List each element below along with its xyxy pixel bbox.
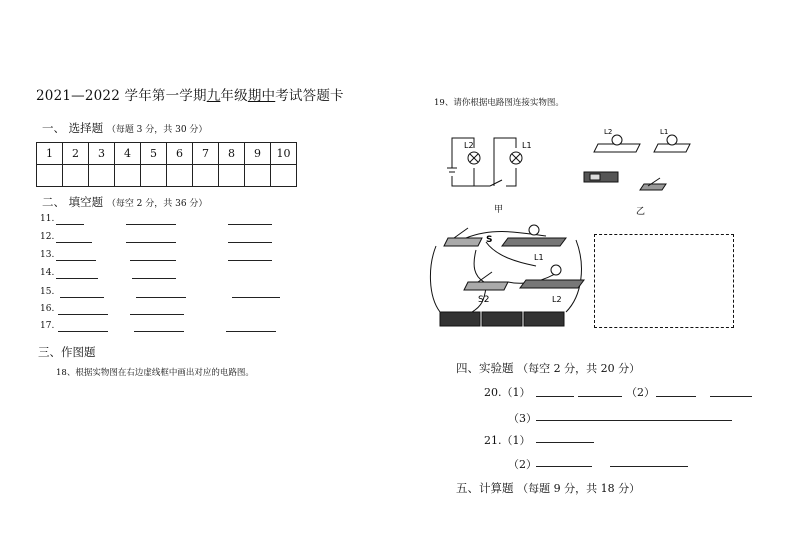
answer-blank[interactable]: [56, 260, 96, 261]
answer-blank[interactable]: [536, 420, 732, 421]
label-yi: 乙: [636, 207, 646, 217]
title-grade: 九: [206, 88, 221, 104]
choice-number-cell: 10: [271, 143, 297, 165]
answer-blank[interactable]: [536, 442, 594, 443]
q21-label: [484, 432, 531, 448]
section-note: （每题 3 分，共 30 分）: [106, 125, 208, 135]
answer-blank[interactable]: [656, 396, 696, 397]
title-part: 2021—2022 学年第一学期: [36, 88, 207, 104]
answer-blank[interactable]: [136, 297, 186, 298]
answer-blank[interactable]: [58, 314, 108, 315]
choice-answer-cell[interactable]: [63, 165, 89, 187]
section-label: 五、计算题: [456, 481, 514, 495]
question-19-text: 19、请你根据电路图连接实物图。: [434, 98, 564, 108]
section-label: 一、 选择题: [42, 121, 104, 135]
answer-blank[interactable]: [60, 297, 104, 298]
choice-number-cell: 3: [89, 143, 115, 165]
fill-item-number: 13.: [40, 250, 55, 260]
q20-label: [484, 384, 531, 400]
title-exam-type: 期中: [247, 88, 276, 104]
choice-number-cell: 6: [167, 143, 193, 165]
choice-answer-grid: [36, 142, 297, 187]
choice-number-cell: 8: [219, 143, 245, 165]
page-title: [36, 84, 344, 104]
section-drawing-heading: 三、作图题: [38, 345, 96, 359]
choice-answer-cell[interactable]: [193, 165, 219, 187]
choice-answer-cell[interactable]: [115, 165, 141, 187]
answer-blank[interactable]: [710, 396, 752, 397]
answer-blank[interactable]: [130, 314, 184, 315]
choice-answer-cell[interactable]: [141, 165, 167, 187]
label-L2: L2: [604, 128, 613, 136]
answer-blank[interactable]: [228, 242, 272, 243]
section-experiment-heading: [456, 360, 640, 376]
section-label: 四、实验题: [456, 361, 514, 375]
section-choice-heading: [42, 120, 207, 136]
fill-item-number: 12.: [40, 232, 55, 242]
part-label: （2）: [626, 386, 655, 399]
fill-item-number: 16.: [40, 304, 55, 314]
answer-blank[interactable]: [126, 242, 176, 243]
section-note: （每题 9 分，共 18 分）: [517, 482, 641, 495]
label-S: S: [486, 235, 493, 245]
answer-blank[interactable]: [56, 278, 98, 279]
answer-blank[interactable]: [58, 331, 108, 332]
answer-blank[interactable]: [132, 278, 176, 279]
fill-item-number: 15.: [40, 287, 55, 297]
answer-blank[interactable]: [226, 331, 276, 332]
question-number: 20.: [484, 386, 502, 399]
answer-blank[interactable]: [228, 260, 272, 261]
label-L1: L1: [522, 141, 532, 150]
choice-answer-cell[interactable]: [167, 165, 193, 187]
choice-number-cell: 2: [63, 143, 89, 165]
choice-number-cell: 5: [141, 143, 167, 165]
choice-answer-cell[interactable]: [219, 165, 245, 187]
physical-components-yi: [570, 124, 700, 220]
fill-item-number: 14.: [40, 268, 55, 278]
label-L2: L2: [464, 141, 474, 150]
choice-number-cell: 9: [245, 143, 271, 165]
answer-blank[interactable]: [536, 396, 574, 397]
answer-blank[interactable]: [56, 242, 92, 243]
part-label: （1）: [501, 434, 531, 447]
answer-blank[interactable]: [610, 466, 688, 467]
fill-item-number: 11.: [40, 214, 55, 224]
circuit-diagram-jia: [440, 128, 540, 220]
choice-number-cell: 4: [115, 143, 141, 165]
choice-number-cell: 1: [37, 143, 63, 165]
label-jia: 甲: [494, 205, 504, 215]
drawing-answer-box[interactable]: [594, 234, 734, 328]
part-label: （1）: [501, 386, 531, 399]
physical-circuit-picture: [426, 216, 588, 330]
part-label: （2）: [508, 458, 537, 471]
section-calculation-heading: [456, 480, 640, 496]
part-label: （3）: [508, 412, 537, 425]
answer-blank[interactable]: [232, 297, 280, 298]
question-number: 21.: [484, 434, 502, 447]
question-18-text: 18、根据实物图在右边虚线框中画出对应的电路图。: [56, 368, 254, 378]
fill-item-number: 17.: [40, 321, 55, 331]
choice-answer-cell[interactable]: [271, 165, 297, 187]
answer-blank[interactable]: [56, 224, 84, 225]
label-L2: L2: [552, 295, 562, 304]
label-L1: L1: [534, 253, 544, 262]
answer-blank[interactable]: [126, 224, 176, 225]
choice-answer-cell[interactable]: [89, 165, 115, 187]
answer-blank[interactable]: [578, 396, 622, 397]
label-L1: L1: [660, 128, 669, 136]
answer-blank[interactable]: [130, 260, 176, 261]
section-label: 二、 填空题: [42, 195, 104, 209]
answer-blank[interactable]: [134, 331, 184, 332]
title-part: 年级: [220, 88, 248, 104]
answer-blank[interactable]: [228, 224, 272, 225]
choice-number-cell: 7: [193, 143, 219, 165]
section-fill-heading: [42, 194, 207, 210]
choice-answer-cell[interactable]: [245, 165, 271, 187]
section-note: （每空 2 分，共 36 分）: [106, 199, 208, 209]
answer-blank[interactable]: [536, 466, 592, 467]
choice-answer-cell[interactable]: [37, 165, 63, 187]
title-part: 考试答题卡: [275, 88, 344, 104]
label-S2: S2: [478, 295, 490, 305]
section-note: （每空 2 分，共 20 分）: [517, 362, 641, 375]
